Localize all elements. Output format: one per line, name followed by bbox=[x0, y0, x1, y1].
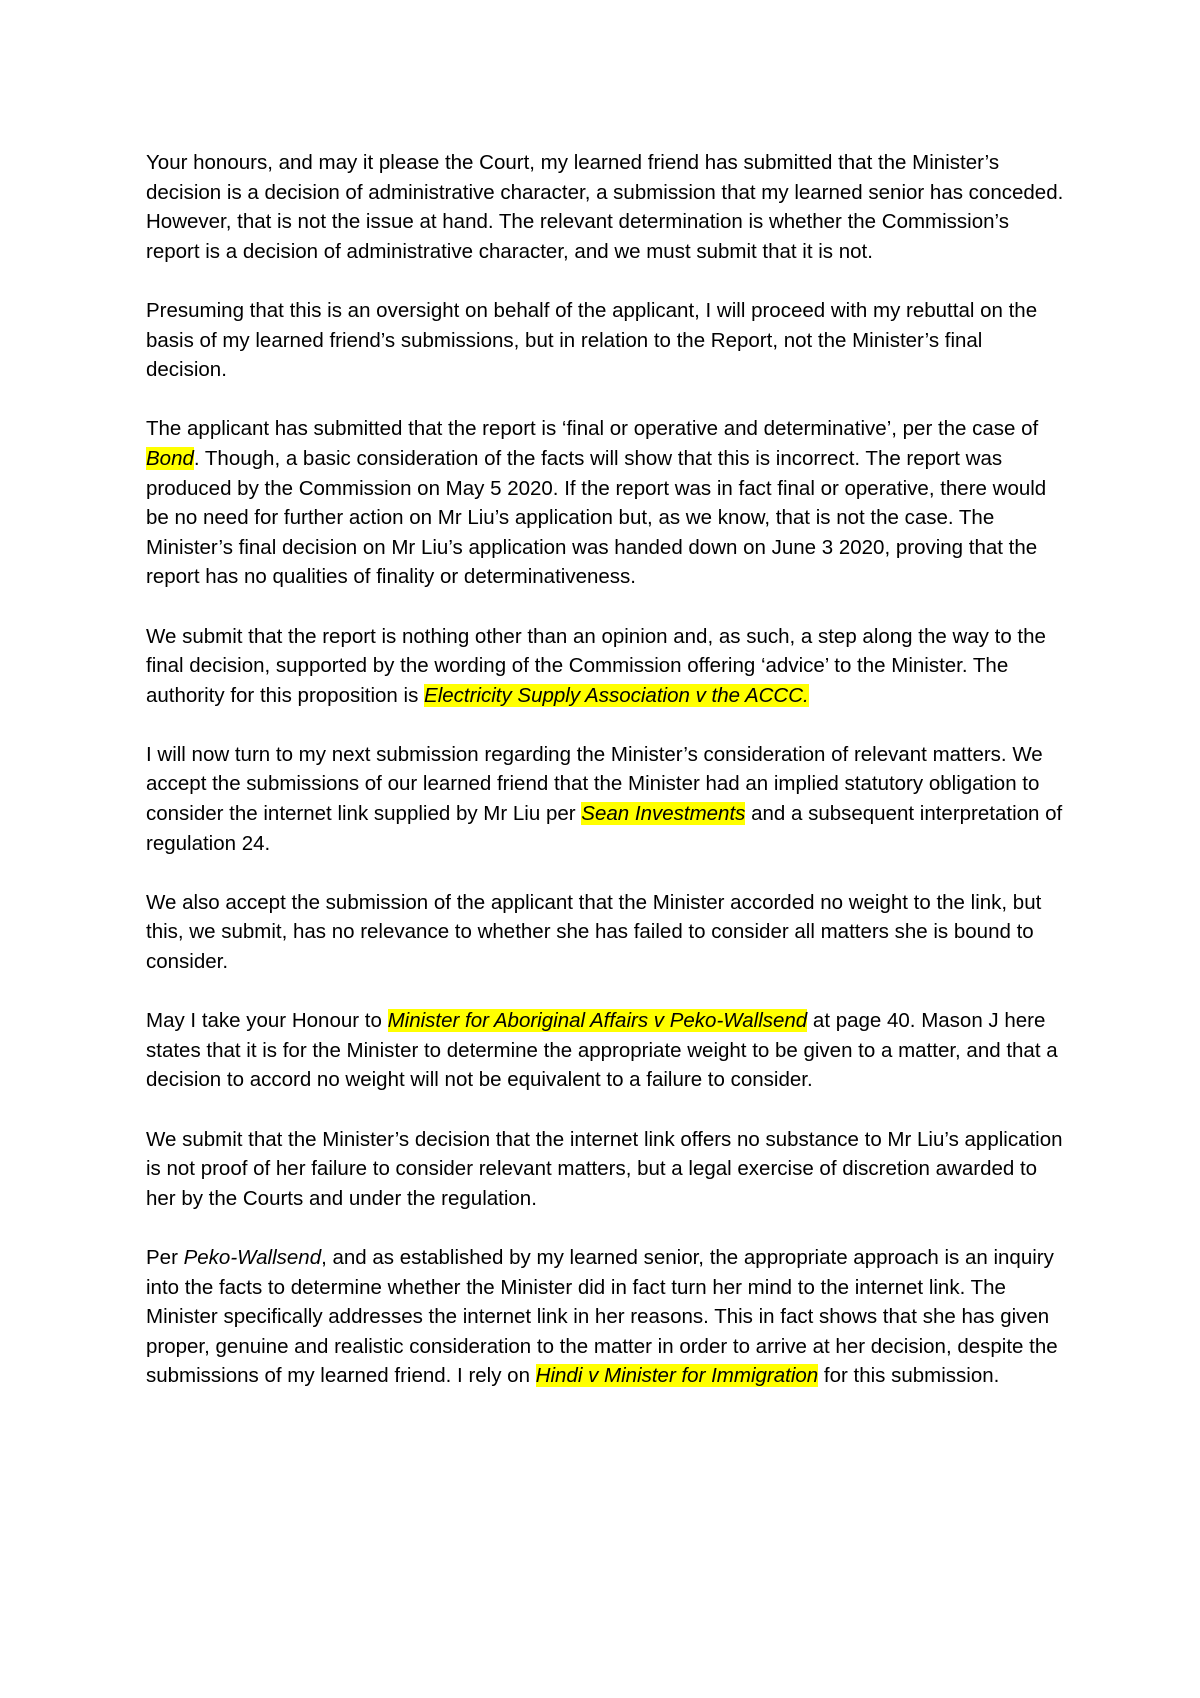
case-citation-sean-investments: Sean Investments bbox=[581, 802, 746, 826]
text-run: . Though, a basic consideration of the facts will show that this is incorrect. The report was produced by the Commission on May 5 2020. If the report was in fact final or operative, there would be no need for further action on Mr Liu’s application but, as we know, that is not the case. The Minister’s final decision on Mr Liu’s application was handed down on June 3 2020, proving that the report has no qualities of finality or determinativeness. bbox=[146, 446, 1047, 589]
paragraph-5 bbox=[146, 740, 1066, 858]
case-citation-bond: Bond bbox=[146, 446, 194, 470]
paragraph-7 bbox=[146, 1006, 1066, 1095]
text-run: We also accept the submission of the applicant that the Minister accorded no weight to the link, but this, we submit, has no relevance to whether she has failed to consider all matters she is bound to consider. bbox=[146, 890, 1042, 974]
paragraph-8 bbox=[146, 1125, 1066, 1214]
text-run: We submit that the report is nothing other than an opinion and, as such, a step along the way to the final decision, supported by the wording of the Commission offering ‘advice’ to the Minister. The authority for this proposition is bbox=[146, 624, 1046, 707]
text-run: Per bbox=[146, 1245, 184, 1269]
paragraph-6 bbox=[146, 888, 1066, 977]
paragraph-4 bbox=[146, 622, 1066, 711]
paragraph-2 bbox=[146, 296, 1066, 385]
text-run: Your honours, and may it please the Court, my learned friend has submitted that the Minister’s decision is a decision of administrative character, a submission that my learned senior has conceded. However, that is not the issue at hand. The relevant determination is whether the Commission’s report is a decision of administrative character, and we must submit that it is not. bbox=[146, 151, 1064, 263]
text-run: at page 40. Mason J here states that it is for the Minister to determine the appropriate weight to be given to a matter, and that a decision to accord no weight will not be equivalent to a failure to consider. bbox=[146, 1009, 1058, 1092]
text-run: for this submission. bbox=[818, 1364, 1000, 1388]
text-run: and a subsequent interpretation of regulation 24. bbox=[146, 802, 1063, 855]
text-run: May I take your Honour to bbox=[146, 1009, 388, 1033]
paragraph-9 bbox=[146, 1243, 1066, 1391]
text-run: The applicant has submitted that the report is ‘final or operative and determinative’, per the case of bbox=[146, 417, 1039, 441]
case-citation-hindi: Hindi v Minister for Immigration bbox=[535, 1364, 819, 1388]
text-run: We submit that the Minister’s decision that the internet link offers no substance to Mr Liu’s application is not proof of her failure to consider relevant matters, but a legal exercise of discretion awarded to her by the Courts and under the regulation. bbox=[146, 1127, 1063, 1210]
text-run: Presuming that this is an oversight on behalf of the applicant, I will proceed with my rebuttal on the basis of my learned friend’s submissions, but in relation to the Report, not the Minister’s final decision. bbox=[146, 298, 1038, 382]
case-reference-peko-wallsend: Peko-Wallsend bbox=[183, 1245, 322, 1269]
text-run: I will now turn to my next submission regarding the Minister’s consideration of relevant matters. We accept the submissions of our learned friend that the Minister had an implied statutory obligation to consider the internet link supplied by Mr Liu per bbox=[146, 742, 1043, 826]
case-citation-peko-wallsend: Minister for Aboriginal Affairs v Peko-Wallsend bbox=[387, 1009, 808, 1033]
paragraph-3 bbox=[146, 414, 1066, 592]
paragraph-1 bbox=[146, 148, 1066, 266]
text-run: , and as established by my learned senior, the appropriate approach is an inquiry into the facts to determine whether the Minister did in fact turn her mind to the internet link. The Minister specifically addresses the internet link in her reasons. This in fact shows that she has given proper, genuine and realistic consideration to the matter in order to arrive at her decision, despite the submissions of my learned friend. I rely on bbox=[146, 1245, 1058, 1388]
document-body bbox=[146, 148, 1066, 1421]
case-citation-electricity-supply: Electricity Supply Association v the ACCC. bbox=[424, 683, 809, 707]
